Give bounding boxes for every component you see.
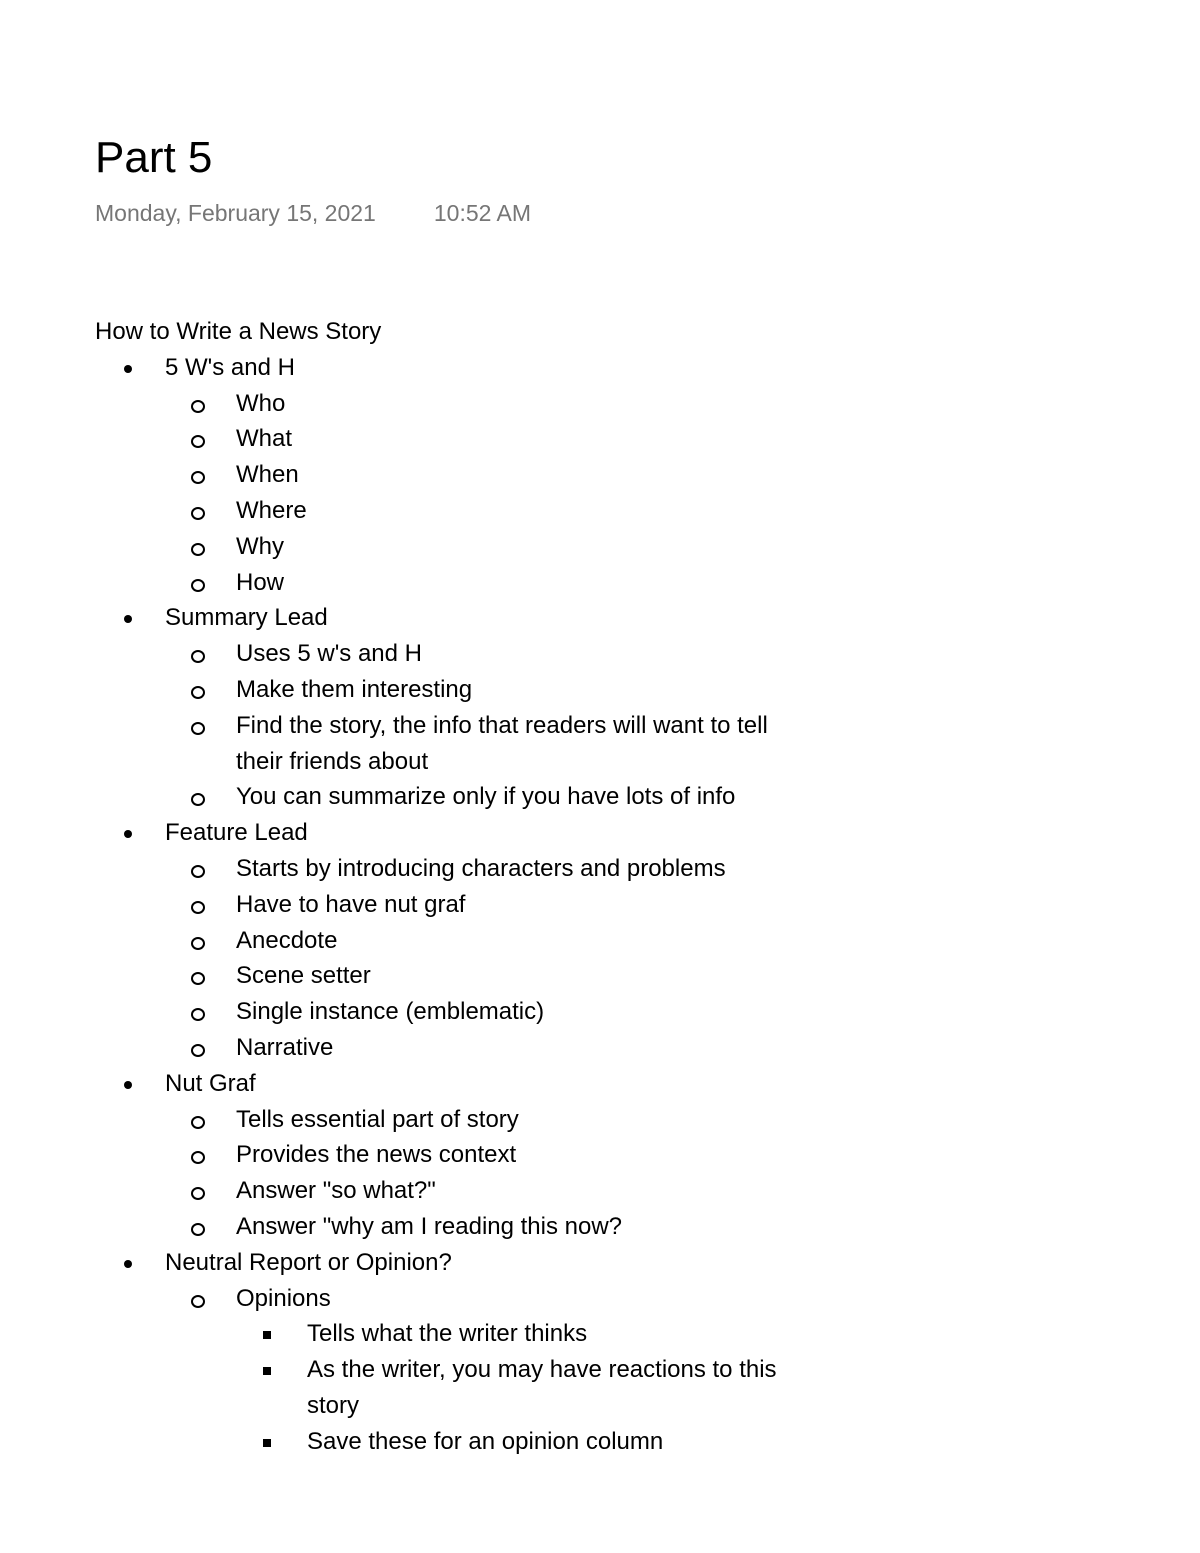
bullet-icon [118, 815, 165, 851]
square-bullet-icon [260, 1424, 307, 1460]
sub-list-item-label: Make them interesting [236, 675, 473, 703]
sub-list-item [95, 529, 815, 565]
list-item-label: Feature Lead [165, 819, 308, 847]
sub-list-item [95, 1137, 815, 1173]
sub-list-item-label: Have to have nut graf [236, 890, 466, 918]
list-item-nut-graf [95, 1066, 815, 1102]
circle-bullet-icon [189, 887, 236, 923]
bullet-icon [118, 600, 165, 636]
sub-list-item [95, 493, 815, 529]
circle-bullet-icon [189, 1209, 236, 1245]
square-bullet-icon [260, 1352, 307, 1388]
sub-list-item-label: Tells essential part of story [236, 1105, 519, 1133]
bullet-icon [118, 1066, 165, 1102]
sub-list-item [95, 672, 815, 708]
circle-bullet-icon [189, 672, 236, 708]
circle-bullet-icon [189, 708, 236, 744]
list-item-summary-lead [95, 600, 815, 636]
list-item-label: 5 W's and H [165, 353, 295, 381]
page-date: Monday, February 15, 2021 [95, 200, 376, 226]
bullet-icon [118, 1245, 165, 1281]
page-title: Part 5 [95, 133, 213, 182]
sub-list-item-label: Where [236, 496, 307, 524]
circle-bullet-icon [189, 1030, 236, 1066]
sub-list-item-label: Single instance (emblematic) [236, 998, 545, 1026]
sub-list-item-label: Narrative [236, 1033, 334, 1061]
list-item-label: Summary Lead [165, 604, 328, 632]
page-timestamp [95, 198, 531, 228]
sub-list-item [95, 1281, 815, 1317]
sub-list-item-label: When [236, 461, 299, 489]
sub-list-item-label: Provides the news context [236, 1141, 517, 1169]
circle-bullet-icon [189, 565, 236, 601]
sub-list-item-label: Opinions [236, 1284, 331, 1312]
circle-bullet-icon [189, 386, 236, 422]
circle-bullet-icon [189, 1281, 236, 1317]
sub-list-item [95, 565, 815, 601]
sub-list-item-label: Why [236, 532, 284, 560]
bullet-icon [118, 350, 165, 386]
sub-list-item [95, 923, 815, 959]
circle-bullet-icon [189, 923, 236, 959]
circle-bullet-icon [189, 529, 236, 565]
sub-sub-list-item [95, 1424, 815, 1460]
sub-list-item-label: Anecdote [236, 926, 338, 954]
sub-list-item-label: How [236, 568, 285, 596]
sub-sub-list-item [95, 1316, 815, 1352]
sub-list-item-label: What [236, 425, 293, 453]
sub-list-item [95, 1102, 815, 1138]
sub-list-item [95, 1209, 815, 1245]
list-item-neutral-report [95, 1245, 815, 1281]
circle-bullet-icon [189, 636, 236, 672]
sub-sub-list-item [95, 1352, 815, 1424]
sub-list-item [95, 386, 815, 422]
sub-sub-list-item-label: Save these for an opinion column [307, 1427, 664, 1455]
circle-bullet-icon [189, 1102, 236, 1138]
sub-list-item-label: Find the story, the info that readers will want to tell their friends about [236, 711, 768, 775]
sub-list-item [95, 1173, 815, 1209]
sub-list-item-label: Scene setter [236, 962, 371, 990]
sub-list-item [95, 779, 815, 815]
sub-list-item-label: Uses 5 w's and H [236, 640, 422, 668]
sub-list-item-label: Answer "why am I reading this now? [236, 1212, 623, 1240]
list-item-label: Nut Graf [165, 1069, 256, 1097]
circle-bullet-icon [189, 994, 236, 1030]
page-time: 10:52 AM [433, 200, 532, 226]
sub-list-item-label: Starts by introducing characters and problems [236, 854, 726, 882]
sub-sub-list-item-label: Tells what the writer thinks [307, 1320, 588, 1348]
circle-bullet-icon [189, 421, 236, 457]
sub-list-item [95, 958, 815, 994]
list-item-5ws [95, 350, 815, 386]
note-body [95, 314, 815, 1455]
circle-bullet-icon [189, 851, 236, 887]
sub-list-item-label: Answer "so what?" [236, 1177, 436, 1205]
circle-bullet-icon [189, 958, 236, 994]
section-heading: How to Write a News Story [95, 318, 382, 345]
sub-list-item [95, 994, 815, 1030]
circle-bullet-icon [189, 493, 236, 529]
list-item-label: Neutral Report or Opinion? [165, 1248, 452, 1276]
sub-list-item [95, 636, 815, 672]
sub-list-item-label: Who [236, 389, 286, 417]
sub-list-item [95, 457, 815, 493]
circle-bullet-icon [189, 1173, 236, 1209]
circle-bullet-icon [189, 457, 236, 493]
sub-list-item [95, 421, 815, 457]
sub-list-item [95, 851, 815, 887]
sub-list-item [95, 708, 815, 780]
square-bullet-icon [260, 1316, 307, 1352]
circle-bullet-icon [189, 779, 236, 815]
sub-list-item-label: You can summarize only if you have lots of info [236, 783, 736, 811]
sub-list-item [95, 887, 815, 923]
sub-list-item [95, 1030, 815, 1066]
list-item-feature-lead [95, 815, 815, 851]
sub-sub-list-item-label: As the writer, you may have reactions to this story [307, 1356, 777, 1419]
circle-bullet-icon [189, 1137, 236, 1173]
